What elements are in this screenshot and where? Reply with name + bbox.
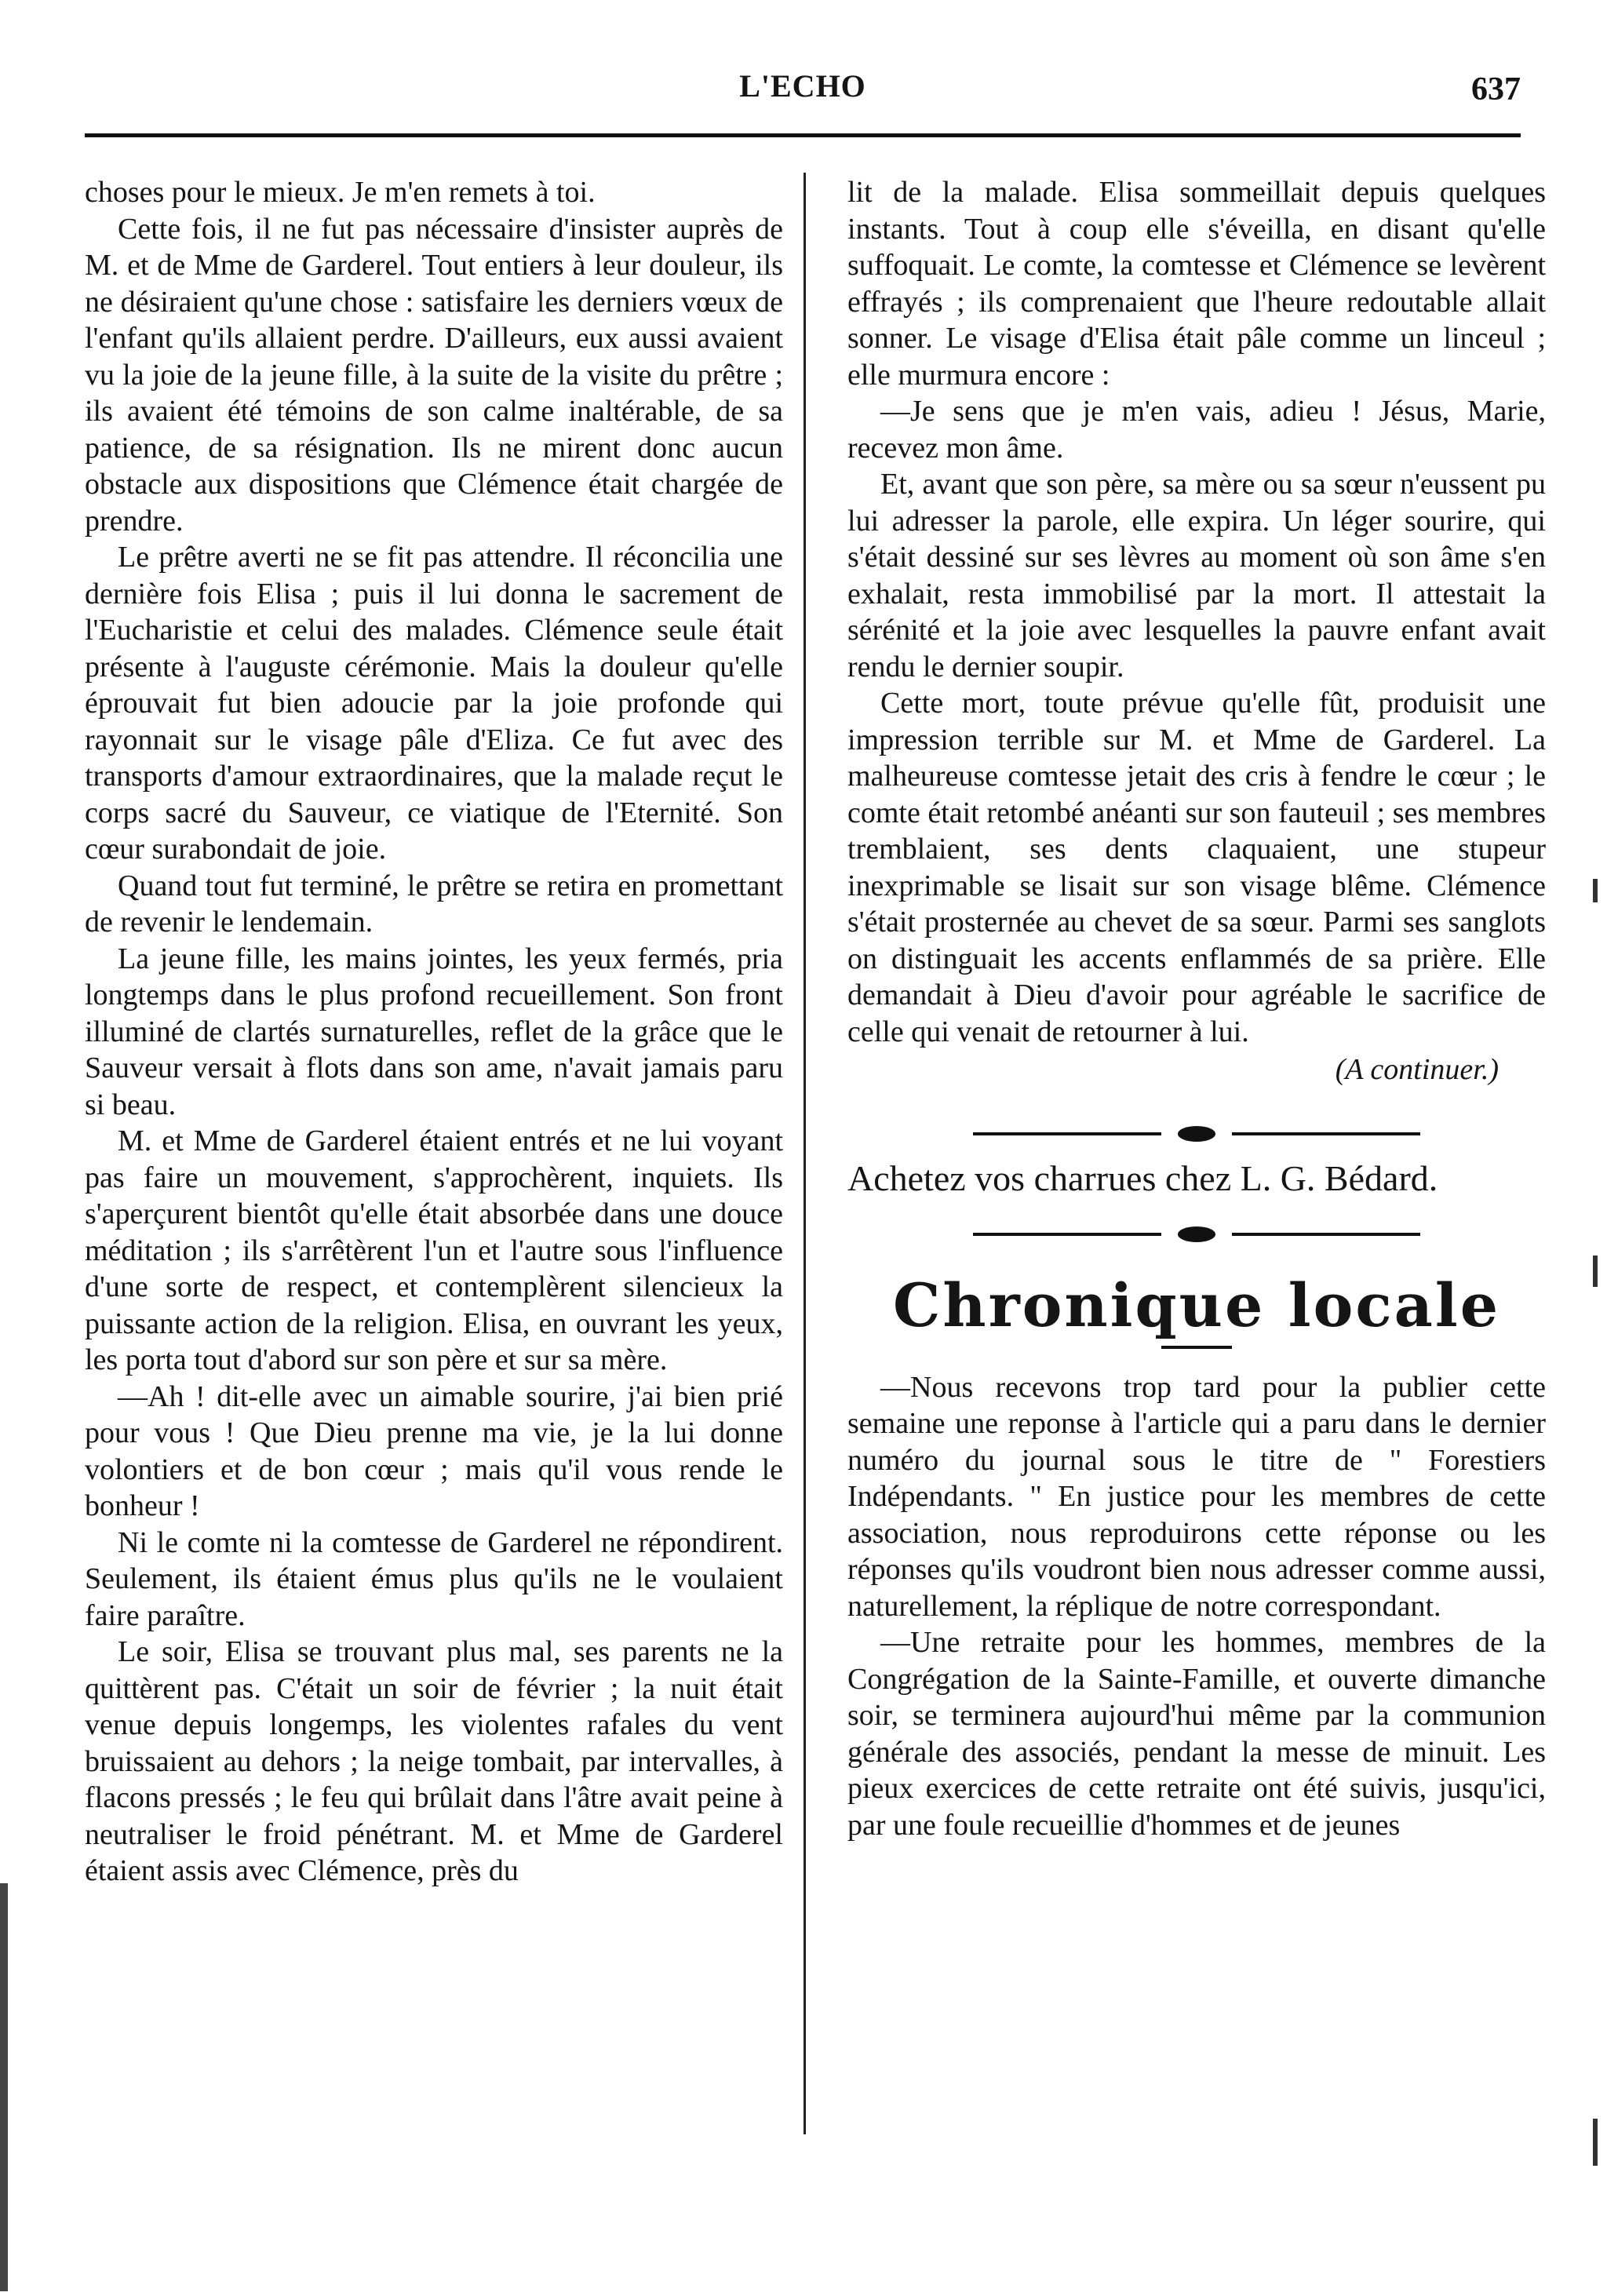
paragraph: Quand tout fut terminé, le prêtre se retira en promettant de revenir le lendemain. (85, 869, 783, 938)
paragraph: Cette fois, il ne fut pas nécessaire d'insister auprès de M. et de Mme de Garderel. Tout entiers à leur douleur, ils ne désiraient qu'une chose : satisfaire les derniers vœux de l'enfant qu'ils allaient perdre. D'ailleurs, eux aussi avaient vu la joie de la jeune fille, à la suite de la visite du prêtre ; ils avaient été témoins de son calme inaltérable, de sa patience, de sa résignation. Ils ne mirent donc aucun obstacle aux dispositions que Clémence était chargée de prendre. (85, 212, 783, 538)
page-header (85, 67, 1521, 111)
scan-margin-mark (1593, 1256, 1598, 1287)
paragraph: La jeune fille, les mains jointes, les yeux fermés, pria longtemps dans le plus profond recueillement. Son front illuminé de clartés surnaturelles, reflet de la grâce que le Sauveur versait à flots dans son ame, n'avait jamais paru si beau. (85, 942, 783, 1121)
paragraph: lit de la malade. Elisa sommeillait depuis quelques instants. Tout à coup elle s'éveilla, en disant qu'elle suffoquait. Le comte, la comtesse et Clémence se levèrent effrayés ; ils comprenaient que l'heure redoutable allait sonner. Le visage d'Elisa était pâle comme un linceul ; elle murmura encore : (847, 176, 1546, 392)
header-rule (85, 133, 1521, 137)
ornamental-divider (847, 1120, 1546, 1146)
left-column (85, 174, 783, 1890)
paragraph: Le prêtre averti ne se fit pas attendre. Il réconcilia une dernière fois Elisa ; puis il lui donna le sacrement de l'Eucharistie et celui des malades. Clémence seule était présente à l'auguste cérémonie. Mais la douleur qu'elle éprouvait fut bien adoucie par la joie profonde qui rayonnait sur le visage pâle d'Eliza. Ce fut avec des transports d'amour extraordinaires, que la malade reçut le corps sacré du Sauveur, ce viatique de l'Eternité. Son cœur surabondait de joie. (85, 541, 783, 866)
paragraph: Le soir, Elisa se trouvant plus mal, ses parents ne la quittèrent pas. C'était un soir de février ; la nuit était venue depuis longemps, les violentes rafales du vent bruissaient au dehors ; la neige tombait, par intervalles, à flacons pressés ; le feu qui brûlait dans l'âtre avait peine à neutraliser le froid pénétrant. M. et Mme de Garderel étaient assis avec Clémence, près du (85, 1635, 783, 1887)
scan-margin-mark (1593, 879, 1598, 902)
paragraph: Ni le comte ni la comtesse de Garderel ne répondirent. Seulement, ils étaient émus plus qu'ils ne le voulaient faire paraître. (85, 1525, 783, 1632)
paragraph: choses pour le mieux. Je m'en remets à toi. (85, 176, 596, 209)
advertisement: Achetez vos charrues chez L. G. Bédard. (847, 1157, 1438, 1198)
page-number: 637 (1471, 71, 1521, 108)
scan-edge-mark (0, 1883, 8, 2291)
column-divider (804, 173, 806, 2134)
scan-margin-mark (1593, 2119, 1598, 2166)
paragraph: —Ah ! dit-elle avec un aimable sourire, j'ai bien prié pour vous ! Que Dieu prenne ma vie, je la lui donne volontiers et de bon cœur ; mais qu'il vous rende le bonheur ! (85, 1379, 783, 1522)
section-heading: Chronique locale (892, 1270, 1501, 1340)
right-column (847, 174, 1546, 1843)
newspaper-title: L'ECHO (739, 68, 866, 104)
news-item: —Une retraite pour les hommes, membres de la Congrégation de la Sainte-Famille, et ouverte dimanche soir, se terminera aujourd'hui même par la communion générale des associés, pendant la messe de minuit. Les pieux exercices de cette retraite ont été suivis, jusqu'ici, par une foule recueillie d'hommes et de jeunes (847, 1626, 1546, 1842)
ornamental-divider (847, 1220, 1546, 1247)
news-item: —Nous recevons trop tard pour la publier cette semaine une reponse à l'article qui a paru dans le dernier numéro du journal sous le titre de " Forestiers Indépendants. " En justice pour les membres de cette association, nous reproduirons cette réponse ou les réponses qu'ils voudront bien nous adresser comme aussi, naturellement, la réplique de notre correspondant. (847, 1370, 1546, 1623)
paragraph: —Je sens que je m'en vais, adieu ! Jésus, Marie, recevez mon âme. (847, 395, 1546, 465)
to-be-continued: (A continuer.) (1335, 1053, 1499, 1086)
paragraph: Et, avant que son père, sa mère ou sa sœur n'eussent pu lui adresser la parole, elle expira. Un léger sourire, qui s'était dessiné sur ses lèvres au moment où son âme s'en exhalait, resta immobilisé par la mort. Il attestait la sérénité et la joie avec lesquelles la pauvre enfant avait rendu le dernier soupir. (847, 468, 1546, 683)
paragraph: M. et Mme de Garderel étaient entrés et ne lui voyant pas faire un mouvement, s'approchèrent, inquiets. Ils s'aperçurent bientôt qu'elle était absorbée dans une douce méditation ; ils s'arrêtèrent l'un et l'autre sous l'influence d'une sorte de respect, et contemplèrent silencieux la puissante action de la religion. Elisa, en ouvrant les yeux, les porta tout d'abord sur son père et sur sa mère. (85, 1124, 783, 1376)
paragraph: Cette mort, toute prévue qu'elle fût, produisit une impression terrible sur M. et Mme de Garderel. La malheureuse comtesse jetait des cris à fendre le cœur ; le comte était retombé anéanti sur son fauteuil ; ses membres tremblaient, ses dents claquaient, une stupeur inexprimable se lisait sur son visage blême. Clémence s'était prosternée au chevet de sa sœur. Parmi ses sanglots on distinguait les accents enflammés de sa prière. Elle demandait à Dieu d'avoir pour agréable le sacrifice de celle qui venait de retourner à lui. (847, 687, 1546, 1048)
heading-rule (1161, 1346, 1232, 1349)
